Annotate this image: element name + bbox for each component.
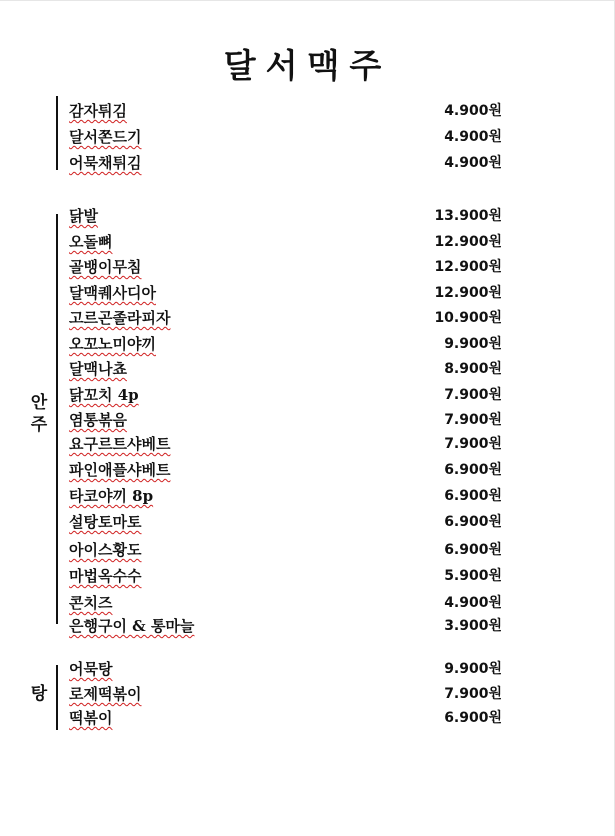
menu-item-name: 떡볶이 (69, 709, 113, 727)
menu-item-price: 9.900원 (444, 336, 502, 352)
menu-item-price: 8.900원 (444, 361, 502, 377)
menu-item-price: 10.900원 (434, 310, 502, 326)
menu-item-name: 파인애플샤베트 (69, 461, 171, 479)
menu-item-row (0, 282, 615, 308)
menu-item-row (0, 358, 615, 384)
menu-item-price: 7.900원 (444, 686, 502, 702)
menu-item-row (0, 658, 615, 684)
menu-item-row (0, 333, 615, 359)
menu-item-row (0, 511, 615, 537)
menu-item-name: 어묵탕 (69, 660, 113, 678)
menu-item-name: 타코야끼 8p (69, 487, 154, 505)
menu-item-price: 5.900원 (444, 568, 502, 584)
menu-item-price: 6.900원 (444, 542, 502, 558)
menu-item-name: 아이스황도 (69, 541, 142, 559)
menu-item-row (0, 256, 615, 282)
menu-item-row (0, 565, 615, 591)
menu-item-price: 6.900원 (444, 514, 502, 530)
menu-item-name: 오꼬노미야끼 (69, 335, 156, 353)
menu-item-name: 달서쫀드기 (69, 128, 142, 146)
menu-item-price: 12.900원 (434, 285, 502, 301)
menu-item-name: 달맥나쵸 (69, 360, 127, 378)
menu-item-price: 12.900원 (434, 259, 502, 275)
menu-item-row (0, 384, 615, 410)
menu-item-row (0, 307, 615, 333)
menu-item-name: 닭꼬치 4p (69, 386, 139, 404)
menu-item-price: 12.900원 (434, 234, 502, 250)
menu-item-name: 콘치즈 (69, 594, 113, 612)
menu-title: 달서맥주 (223, 46, 392, 85)
menu-item-price: 7.900원 (444, 387, 502, 403)
menu-item-row (0, 683, 615, 709)
menu-item-name: 닭발 (69, 207, 98, 225)
menu-item-name: 감자튀김 (69, 102, 127, 120)
menu-item-name: 염통볶음 (69, 411, 127, 429)
menu-item-price: 4.900원 (444, 129, 502, 145)
section-label: 탕 (30, 684, 48, 704)
section-label: 안주 (30, 393, 48, 435)
menu-item-price: 3.900원 (444, 618, 502, 634)
menu-item-row (0, 100, 615, 126)
menu-item-row (0, 615, 615, 641)
menu-item-row (0, 409, 615, 435)
menu-item-price: 7.900원 (444, 436, 502, 452)
menu-item-price: 4.900원 (444, 595, 502, 611)
menu-item-name: 오돌뼈 (69, 233, 113, 251)
menu-item-row (0, 459, 615, 485)
menu-item-price: 6.900원 (444, 710, 502, 726)
menu-item-row (0, 485, 615, 511)
menu-item-price: 13.900원 (434, 208, 502, 224)
menu-item-name: 어묵채튀김 (69, 154, 142, 172)
menu-item-name: 마법옥수수 (69, 567, 142, 585)
menu-item-row (0, 433, 615, 459)
menu-item-price: 7.900원 (444, 412, 502, 428)
menu-item-price: 4.900원 (444, 155, 502, 171)
menu-item-row (0, 539, 615, 565)
menu-item-name: 로제떡볶이 (69, 685, 142, 703)
page-edge (0, 0, 615, 1)
menu-item-row (0, 205, 615, 231)
menu-item-name: 달맥퀘사디아 (69, 284, 156, 302)
menu-item-name: 설탕토마토 (69, 513, 142, 531)
menu-item-name: 골뱅이무침 (69, 258, 142, 276)
menu-item-price: 6.900원 (444, 462, 502, 478)
menu-item-name: 요구르트샤베트 (69, 435, 171, 453)
menu-item-name: 은행구이 & 통마늘 (69, 617, 195, 635)
menu-item-row (0, 707, 615, 733)
menu-item-row (0, 126, 615, 152)
menu-item-price: 9.900원 (444, 661, 502, 677)
menu-item-row (0, 231, 615, 257)
menu-item-price: 6.900원 (444, 488, 502, 504)
menu-item-name: 고르곤졸라피자 (69, 309, 171, 327)
menu-item-price: 4.900원 (444, 103, 502, 119)
menu-item-row (0, 152, 615, 178)
